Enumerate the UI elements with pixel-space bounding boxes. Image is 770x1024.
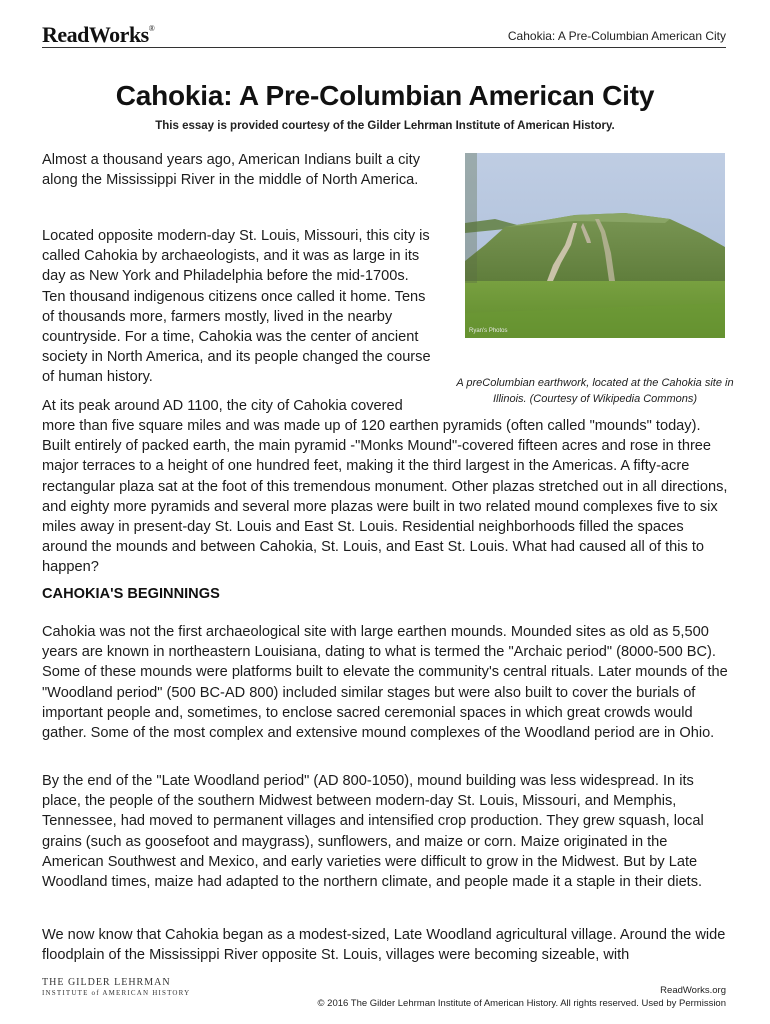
village-paragraph: We now know that Cahokia began as a modest-sized, Late Woodland agricultural village. Around the wide floodplain of the Mississippi River opposite St. Louis, villages were becoming sizeable, with (42, 927, 726, 964)
header-divider (42, 47, 726, 48)
footer-logo-line1: THE GILDER LEHRMAN (42, 977, 171, 988)
photo-credit: Ryan's Photos (469, 328, 508, 334)
peak-paragraph-start: At its peak around AD 1100, the city of Cahokia covered (42, 398, 403, 414)
courtesy-note: This essay is provided courtesy of the Gilder Lehrman Institute of American History. (155, 120, 615, 132)
peak-paragraph: more than five square miles and was made up of 120 earthen pyramids (often called "mounds" today). Built entirely of packed earth, the main pyramid -"Monks Mound"-covered fifteen acres and rose in three major terraces to a height of one hundred feet, making it the third largest in the Americas. A fifty-acre rectangular plaza sat at the foot of this tremendous monument. Other plazas stretched out in all directions, and eighty more pyramids and several more plazas were built in two related mound complexes five to six miles away in present-day St. Louis and East St. Louis. Residential neighborhoods filled the spaces around the mounds and between Cahokia, St. Louis, and East St. Louis. What had caused all of this to happen? (42, 418, 728, 576)
intro-paragraph: Almost a thousand years ago, American Indians built a city along the Mississippi River in the middle of North America. (42, 152, 421, 189)
earthwork-photo (465, 153, 725, 338)
readworks-logo (42, 22, 154, 48)
logo-text: ReadWorks (42, 22, 149, 47)
archaic-paragraph: Cahokia was not the first archaeological site with large earthen mounds. Mounded sites as old as 5,500 years are known in northeastern Louisiana, dating to what is termed the "Archaic period" (8000-500 BC). Some of these mounds were platforms built to elevate the community's central rituals. Later mounds of the "Woodland period" (500 BC-AD 800) included similar stages but were also built to cover the burials of important people and, sometimes, to enclose sacred ceremonial spaces in which great crowds would gather. Some of the most complex and extensive mound complexes of the Woodland period are in Ohio. (42, 624, 728, 742)
article-title: Cahokia: A Pre-Columbian American City (115, 80, 655, 111)
footer-site[interactable]: ReadWorks.org (660, 985, 726, 996)
photo-caption: A preColumbian earthwork, located at the Cahokia site in Illinois. (Courtesy of Wikipedia Commons) (456, 377, 734, 405)
location-paragraph: Located opposite modern-day St. Louis, Missouri, this city is called Cahokia by archaeologists, and it was as large in its day as New York and Philadelphia before the mid-1700s. Ten thousand indigenous citizens once called it home. Tens of thousands more, farmers mostly, lived in the nearby countryside. For a time, Cahokia was the center of ancient society in North America, and its people changed the course of human history. (42, 228, 431, 386)
gilder-lehrman-logo (42, 978, 190, 998)
footer-logo-line2: INSTITUTE of AMERICAN HISTORY (42, 989, 191, 997)
late-woodland-paragraph: By the end of the "Late Woodland period" (AD 800-1050), mound building was less widespread. In its place, the people of the southern Midwest between modern-day St. Louis, Missouri, and Memphis, Tennessee, had moved to permanent villages and intensified crop production. They grew squash, local grains (such as goosefoot and maygrass), sunflowers, and maize or corn. Maize originated in the American Southwest and Mexico, and early varieties were difficult to grow in the Midwest. But by Late Woodland times, maize had adapted to the northern climate, and people made it a staple in their diets. (42, 773, 704, 891)
footer-copyright: © 2016 The Gilder Lehrman Institute of American History. All rights reserved. Used by Permission (317, 998, 726, 1009)
page-footer (318, 984, 726, 1010)
page-header (0, 0, 770, 50)
running-title: Cahokia: A Pre-Columbian American City (507, 29, 726, 43)
registered-mark: ® (148, 24, 155, 33)
section-heading: CAHOKIA'S BEGINNINGS (42, 586, 220, 602)
